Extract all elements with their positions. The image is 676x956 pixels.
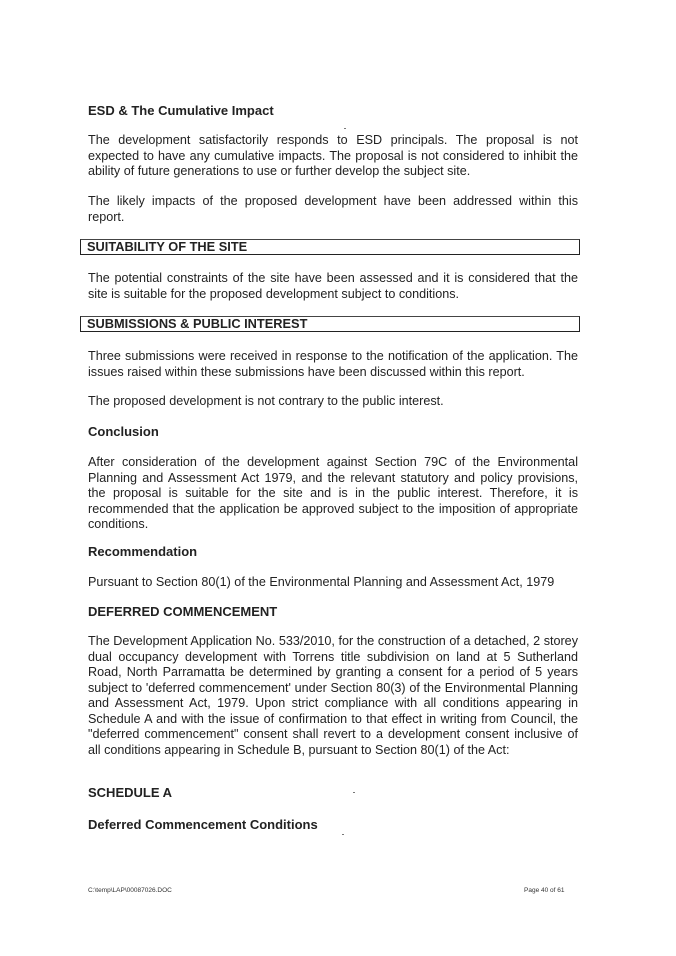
footer-page-number: Page 40 of 61 [524, 887, 565, 894]
conclusion-paragraph: After consideration of the development against Section 79C of the Environmental Planning and Assessment Act 1979, and the relevant statutory and policy provisions, the proposal is suitable for the site and is in the public interest. Therefore, it is recommended that the application be approved subject to the imposition of appropriate conditions. [88, 455, 578, 531]
conclusion-heading-block [88, 424, 578, 440]
esd-heading: ESD & The Cumulative Impact [88, 103, 274, 118]
conclusion-heading: Conclusion [88, 424, 159, 439]
recommendation-paragraph-block [88, 575, 578, 591]
suitability-heading: SUITABILITY OF THE SITE [87, 239, 248, 254]
suitability-heading-box [80, 239, 580, 255]
schedule-subheading: Deferred Commencement Conditions [88, 817, 318, 832]
submissions-paragraph-1-block [88, 349, 578, 380]
submissions-paragraph-2: The proposed development is not contrary to the public interest. [88, 394, 444, 408]
suitability-paragraph: The potential constraints of the site have been assessed and it is considered that the site is suitable for the proposed development subject to conditions. [88, 271, 578, 301]
esd-paragraph-2: The likely impacts of the proposed development have been addressed within this report. [88, 194, 578, 224]
esd-paragraph-1-block [88, 133, 578, 180]
deferred-heading-block [88, 604, 578, 620]
esd-paragraph-2-block [88, 194, 578, 225]
esd-paragraph-1: The development satisfactorily responds to ESD principals. The proposal is not expected to have any cumulative impacts. The proposal is not considered to inhibit the ability of future generations to use or further develop the subject site. [88, 133, 578, 178]
deferred-paragraph: The Development Application No. 533/2010, for the construction of a detached, 2 storey dual occupancy development with Torrens title subdivision on land at 5 Sutherland Road, North Parramatta be determined by granting a consent for a period of 5 years subject to 'deferred commencement' under Section 80(3) of the Environmental Planning and Assessment Act, 1979. Upon strict compliance with all conditions appearing in Schedule A and with the issue of confirmation to that effect in writing from Council, the "deferred commencement" consent shall revert to a development consent inclusive of all conditions appearing in Schedule B, pursuant to Section 80(1) of the Act: [88, 634, 578, 757]
recommendation-paragraph: Pursuant to Section 80(1) of the Environmental Planning and Assessment Act, 1979 [88, 575, 555, 589]
submissions-paragraph-2-block [88, 394, 578, 410]
deferred-heading: DEFERRED COMMENCEMENT [88, 604, 278, 619]
submissions-paragraph-1: Three submissions were received in response to the notification of the application. The issues raised within these submissions have been discussed within this report. [88, 349, 578, 379]
submissions-heading: SUBMISSIONS & PUBLIC INTEREST [87, 316, 308, 331]
scan-mark [342, 834, 344, 835]
schedule-heading: SCHEDULE A [88, 785, 173, 800]
conclusion-paragraph-block [88, 455, 578, 533]
recommendation-heading: Recommendation [88, 544, 198, 559]
scan-mark [344, 128, 346, 129]
schedule-heading-block [88, 785, 578, 801]
esd-heading-block [88, 103, 578, 119]
suitability-paragraph-block [88, 271, 578, 302]
submissions-heading-box [80, 316, 580, 332]
deferred-paragraph-block [88, 634, 578, 758]
schedule-subheading-block [88, 817, 578, 833]
recommendation-heading-block [88, 544, 578, 560]
footer-file-path: C:\temp\LAP\00087026.DOC [88, 887, 172, 894]
